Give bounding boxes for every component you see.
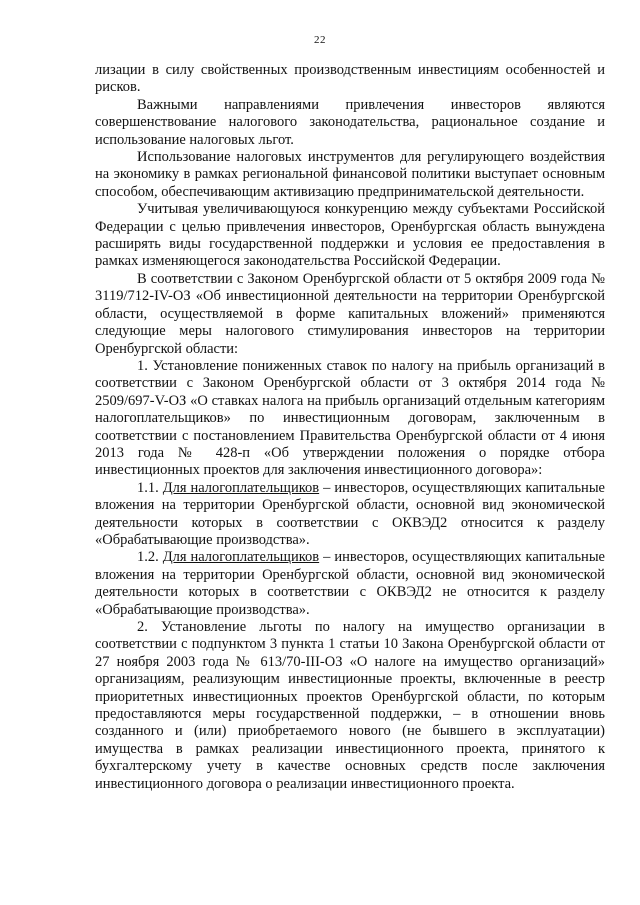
- document-body: [95, 62, 605, 793]
- list-item-1: 1. Установление пониженных ставок по налогу на прибыль организаций в соответствии с Законом Оренбургской области от 3 октября 2014 года № 2509/697-V-ОЗ «О ставках налога на прибыль организаций отдельным категориям налогоплательщиков» по инвестиционным договорам, заключенным в соответствии с постановлением Правительства Оренбургской области от 4 июня 2013 года № 428-п «Об утверждении положения о порядке отбора инвестиционных проектов для заключения инвестиционного договора»:: [95, 357, 605, 479]
- list-item-2: 2. Установление льготы по налогу на имущество организации в соответствии с подпунктом 3 пункта 1 статьи 10 Закона Оренбургской области от 27 ноября 2003 года № 613/70-III-ОЗ «О налоге на имущество организаций» организациям, реализующим инвестиционные проекты, включенные в реестр приоритетных инвестиционных проектов Оренбургской области, по которым предоставляются меры государственной поддержки, – в отношении вновь созданного и (или) приобретаемого нового (не бывшего в эксплуатации) имущества в рамках реализации инвестиционного проекта, принятого к бухгалтерскому учету в качестве основных средств после заключения инвестиционного договора о реализации инвестиционного проекта.: [95, 619, 605, 792]
- list-item-1-1: 1.1. Для налогоплательщиков – инвесторов, осуществляющих капитальные вложения на территории Оренбургской области, основной вид экономической деятельности которых в соответствии с ОКВЭД2 относится к разделу «Обрабатывающие производства».: [95, 479, 605, 548]
- paragraph-law-reference: В соответствии с Законом Оренбургской области от 5 октября 2009 года № 3119/712-IV-ОЗ «Об инвестиционной деятельности на территории Оренбургской области, осуществляемой в форме капитальных вложений» применяются следующие меры налогового стимулирования инвесторов на территории Оренбургской области:: [95, 270, 605, 357]
- paragraph-investor-directions: Важными направлениями привлечения инвесторов являются совершенствование налогового законодательства, рациональное создание и использование налоговых льгот.: [95, 96, 605, 148]
- paragraph-continuation: лизации в силу свойственных производственным инвестициям особенностей и рисков.: [95, 62, 605, 96]
- list-item-1-2: 1.2. Для налогоплательщиков – инвесторов, осуществляющих капитальные вложения на территории Оренбургской области, основной вид экономической деятельности которых в соответствии с ОКВЭД2 не относится к разделу «Обрабатывающие производства».: [95, 549, 605, 618]
- page-number: 22: [314, 34, 326, 46]
- paragraph-tax-instruments: Использование налоговых инструментов для регулирующего воздействия на экономику в рамках региональной финансовой политики выступает основным способом, обеспечивающим активизацию предпринимательской деятельности.: [95, 149, 605, 200]
- paragraph-competition: Учитывая увеличивающуюся конкуренцию между субъектами Российской Федерации с целью привлечения инвесторов, Оренбургская область вынуждена расширять виды государственной поддержки и условия ее предоставления в рамках изменяющегося законодательства Российской Федерации.: [95, 201, 605, 270]
